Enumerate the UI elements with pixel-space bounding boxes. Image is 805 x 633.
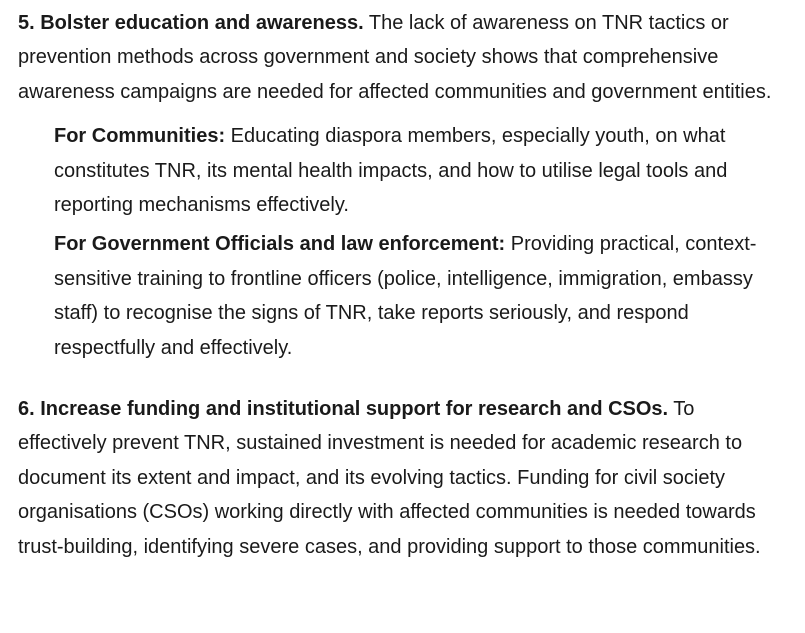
subitem-government-label: For Government Officials and law enforcement: [54, 233, 506, 256]
section-5-paragraph [18, 6, 788, 109]
subitem-communities [54, 119, 788, 222]
subitem-government [54, 227, 788, 365]
section-6-paragraph [18, 392, 788, 564]
section-5-heading: 5. Bolster education and awareness. [18, 12, 364, 34]
subitem-communities-label: For Communities: [54, 125, 226, 148]
section-6-body: To effectively prevent TNR, sustained investment is needed for academic research to document its extent and impact, and its evolving tactics. Funding for civil society organisations (CSOs) working directly with affected communities is needed towards trust-building, identifying severe cases, and providing support to those communities. [18, 398, 761, 558]
document-page [18, 6, 788, 564]
subitem-government-text: Providing practical, context-sensitive training to frontline officers (police, intelligence, immigration, embassy staff) to recognise the signs of TNR, take reports seriously, and respond respectfully and effectively. [54, 233, 757, 359]
subitem-communities-text: Educating diaspora members, especially youth, on what constitutes TNR, its mental health impacts, and how to utilise legal tools and reporting mechanisms effectively. [54, 125, 728, 217]
section-6-heading: 6. Increase funding and institutional support for research and CSOs. [18, 398, 669, 421]
section-5-body: The lack of awareness on TNR tactics or prevention methods across government and society shows that comprehensive awareness campaigns are needed for affected communities and government entities. [18, 12, 772, 103]
